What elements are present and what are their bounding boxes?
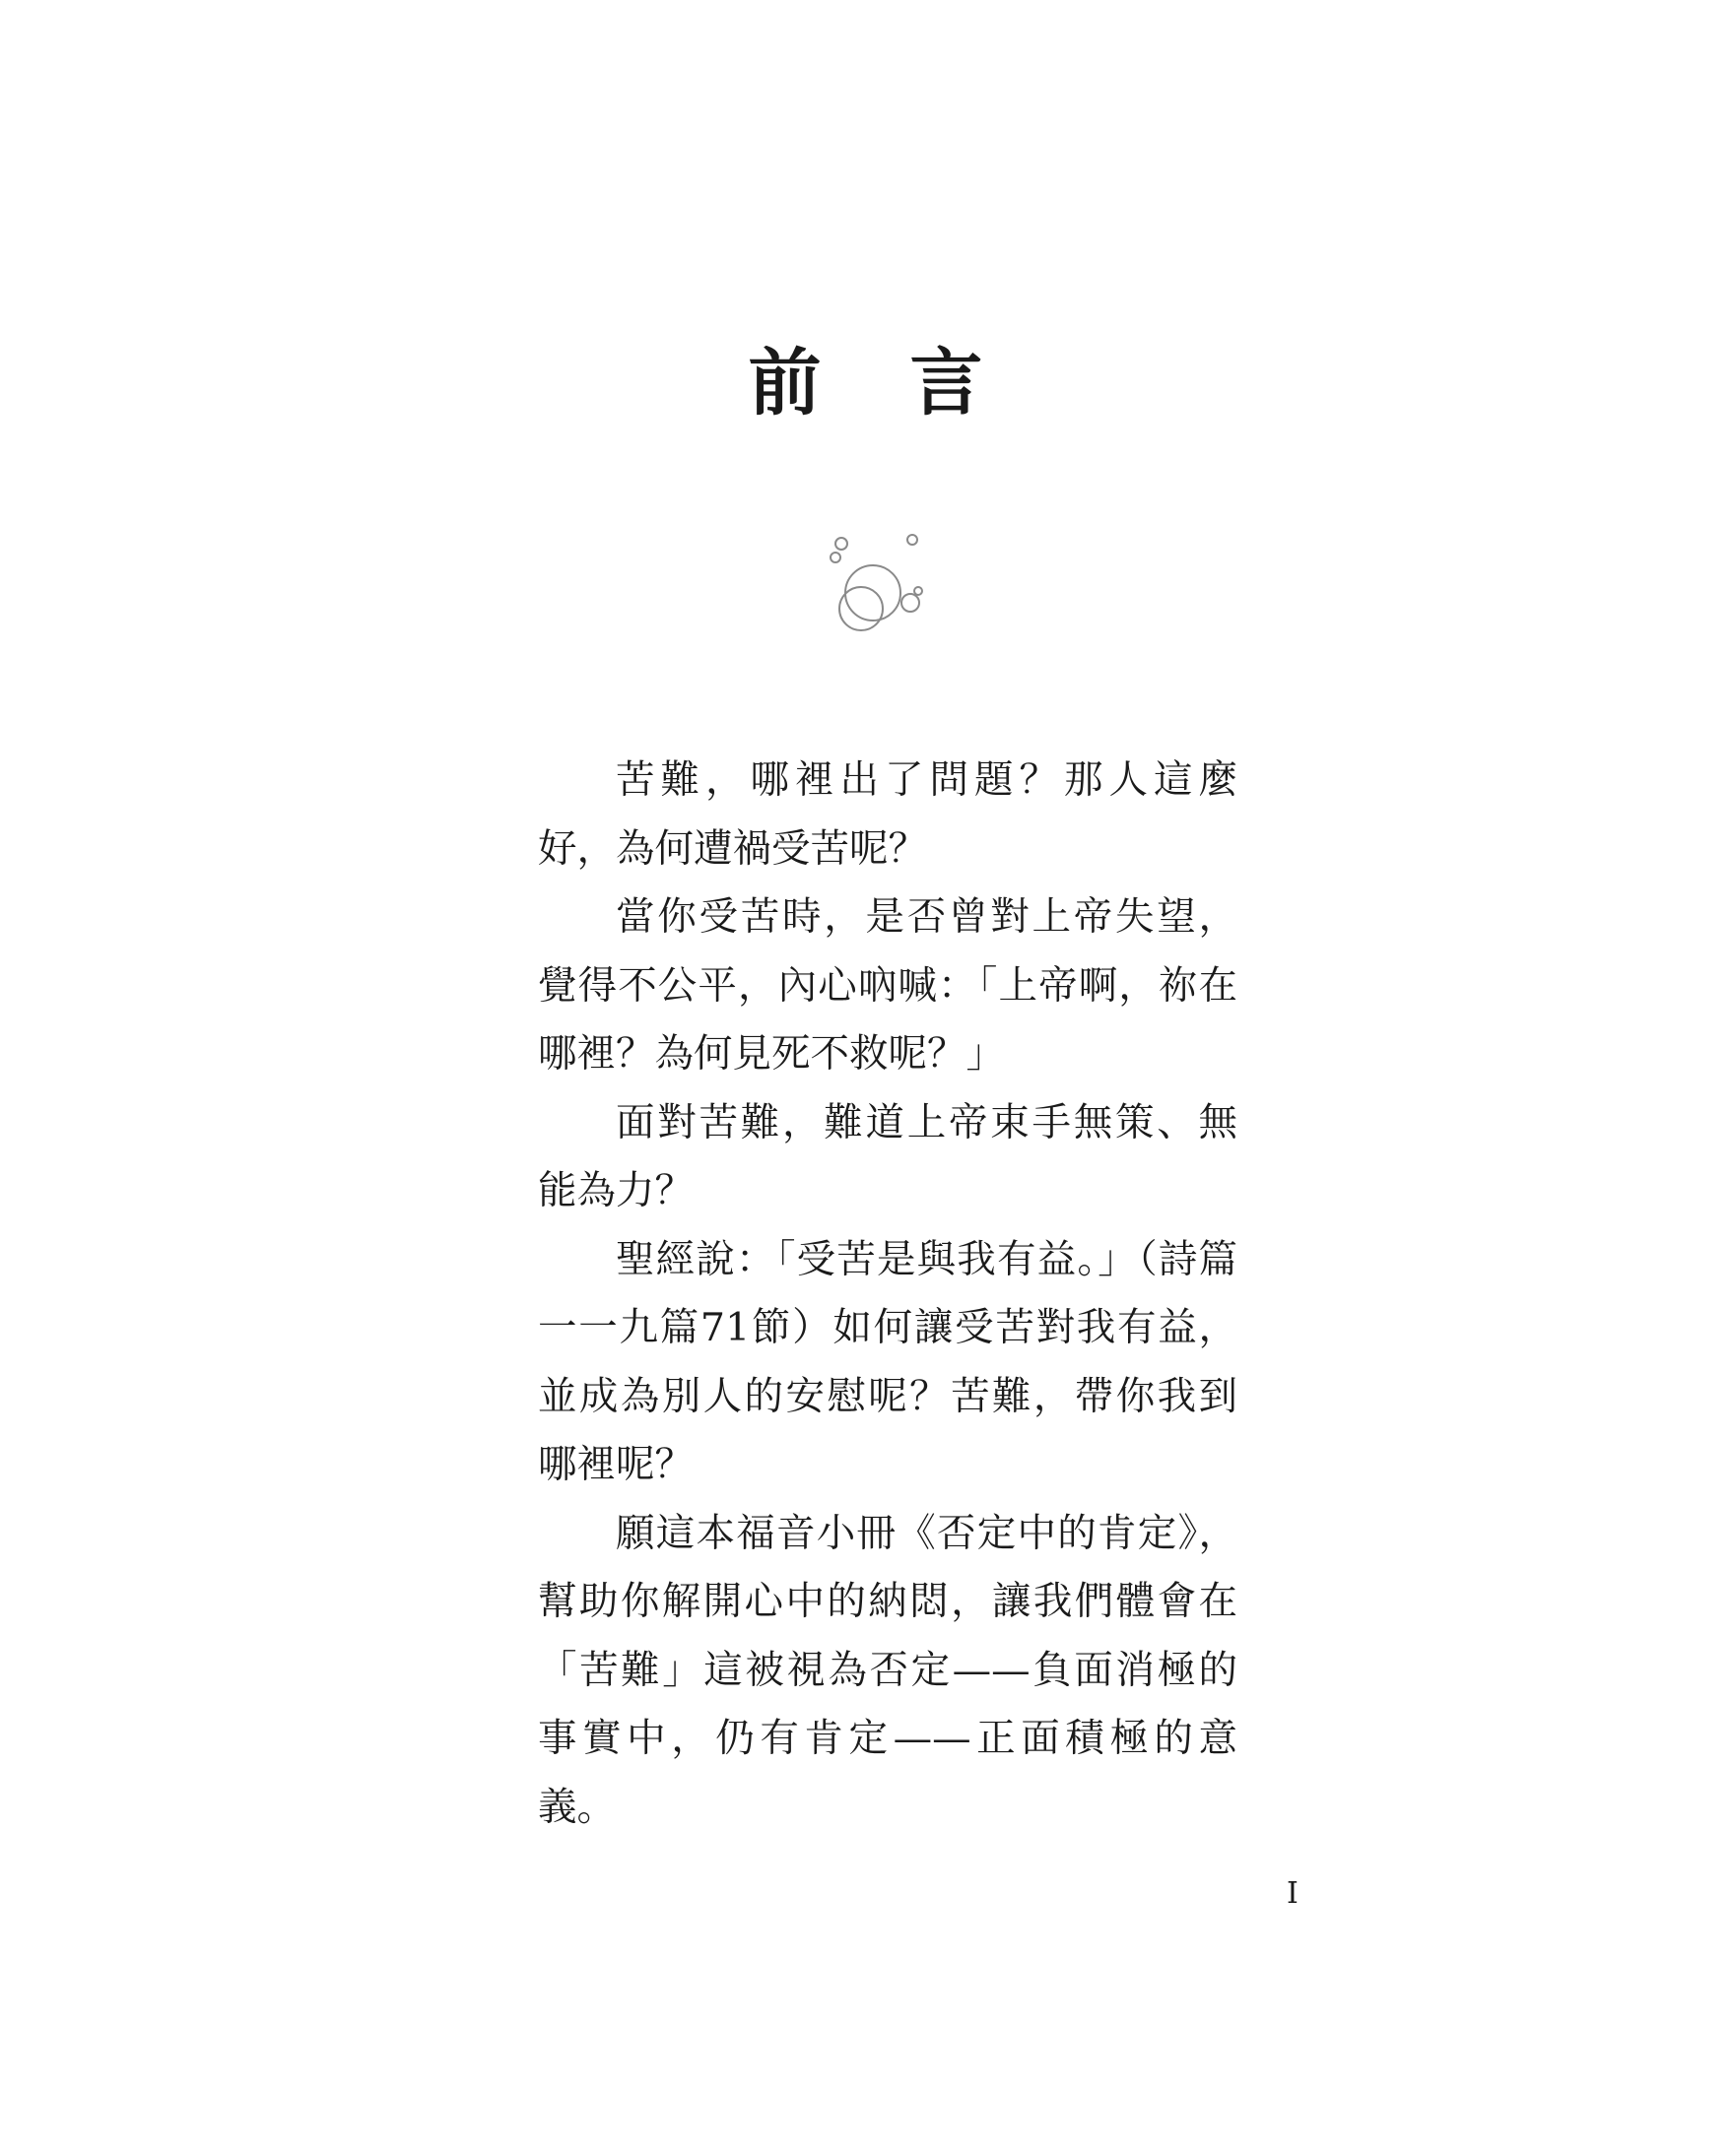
page-title: 前言 [748,341,1072,425]
page-number: I [1287,1876,1298,1911]
paragraph-3: 面對苦難，難道上帝束手無策、無能為力？ [538,1099,1237,1213]
bubbles-ornament-icon [826,532,934,640]
paragraph-4: 聖經說：「受苦是與我有益。」（詩篇一一九篇71節）如何讓受苦對我有益，並成為別人的安慰呢？苦難，帶你我到哪裡呢？ [538,1236,1237,1487]
preface-body [538,747,1237,1842]
paragraph-2: 當你受苦時，是否曾對上帝失望，覺得不公平，內心吶喊：「上帝啊，祢在哪裡？為何見死不救呢？」 [538,894,1237,1077]
paragraph-1: 苦難，哪裡出了問題？那人這麼好，為何遭禍受苦呢？ [538,757,1237,872]
paragraph-5: 願這本福音小冊《否定中的肯定》，幫助你解開心中的納悶，讓我們體會在「苦難」這被視為否定——負面消極的事實中，仍有肯定——正面積極的意義。 [538,1510,1237,1830]
